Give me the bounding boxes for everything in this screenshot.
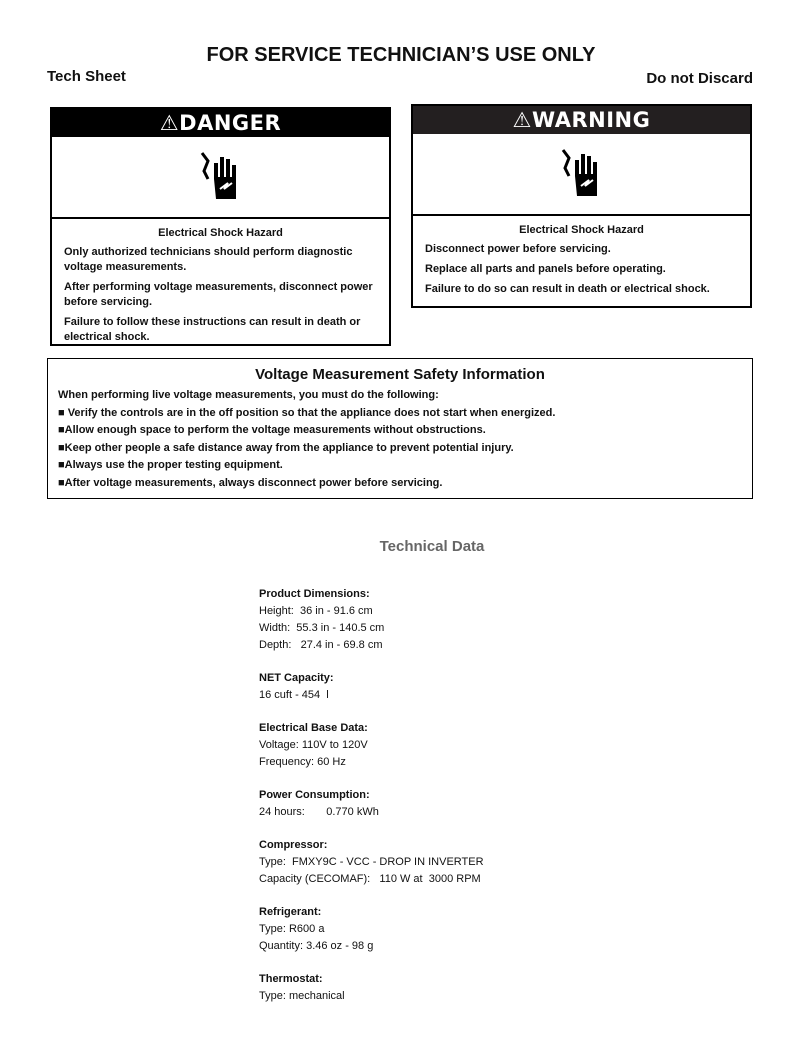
page-title: FOR SERVICE TECHNICIAN’S USE ONLY bbox=[206, 44, 596, 66]
warning-label: WARNING bbox=[531, 108, 651, 132]
tech-sheet-label: Tech Sheet bbox=[47, 68, 126, 85]
technical-data-list bbox=[259, 586, 484, 1021]
tech-section-heading: Power Consumption: bbox=[259, 789, 370, 801]
tech-section-line: Quantity: 3.46 oz - 98 g bbox=[259, 940, 374, 952]
electric-shock-hand-icon bbox=[413, 134, 750, 216]
safety-item: ■Keep other people a safe distance away from the appliance to prevent potential injury. bbox=[58, 441, 514, 454]
tech-section-heading: Electrical Base Data: bbox=[259, 722, 368, 734]
danger-line: Failure to follow these instructions can result in death or electrical shock. bbox=[64, 316, 361, 343]
tech-section-line: Type: FMXY9C - VCC - DROP IN INVERTER bbox=[259, 856, 484, 868]
safety-item: ■After voltage measurements, always disconnect power before servicing. bbox=[58, 476, 443, 489]
danger-line: Only authorized technicians should perform diagnostic voltage measurements. bbox=[64, 246, 353, 273]
warning-line: Failure to do so can result in death or electrical shock. bbox=[425, 283, 710, 295]
safety-item: ■Always use the proper testing equipment. bbox=[58, 459, 283, 471]
tech-section bbox=[259, 720, 484, 771]
electric-shock-hand-icon bbox=[52, 137, 389, 219]
tech-section-line: 16 cuft - 454 l bbox=[259, 689, 329, 701]
warning-triangle-icon: ⚠ bbox=[512, 108, 532, 132]
tech-section-line: Capacity (CECOMAF): 110 W at 3000 RPM bbox=[259, 873, 481, 885]
danger-header bbox=[52, 109, 389, 137]
tech-section bbox=[259, 787, 484, 821]
tech-section bbox=[259, 837, 484, 888]
warning-box bbox=[411, 104, 752, 308]
tech-section-heading: Refrigerant: bbox=[259, 906, 322, 918]
danger-subtitle: Electrical Shock Hazard bbox=[158, 227, 283, 239]
danger-label: DANGER bbox=[179, 111, 282, 135]
tech-section-heading: Compressor: bbox=[259, 839, 328, 851]
technical-data-title: Technical Data bbox=[379, 538, 485, 555]
warning-header bbox=[413, 106, 750, 134]
tech-section bbox=[259, 586, 484, 654]
safety-info-box bbox=[47, 358, 753, 499]
danger-box bbox=[50, 107, 391, 346]
tech-section bbox=[259, 904, 484, 955]
tech-section bbox=[259, 971, 484, 1005]
warning-triangle-icon: ⚠ bbox=[159, 111, 180, 135]
warning-line: Replace all parts and panels before operating. bbox=[425, 263, 666, 275]
safety-title: Voltage Measurement Safety Information bbox=[255, 366, 545, 383]
tech-section-line: 24 hours: 0.770 kWh bbox=[259, 806, 379, 818]
safety-item: ■Allow enough space to perform the voltage measurements without obstructions. bbox=[58, 424, 486, 436]
tech-section-heading: NET Capacity: bbox=[259, 672, 334, 684]
tech-section-line: Type: R600 a bbox=[259, 923, 325, 935]
tech-section-heading: Thermostat: bbox=[259, 973, 323, 985]
safety-intro: When performing live voltage measurements, you must do the following: bbox=[58, 389, 439, 401]
tech-section bbox=[259, 670, 484, 704]
tech-section-line: Height: 36 in - 91.6 cm bbox=[259, 605, 373, 617]
warning-line: Disconnect power before servicing. bbox=[425, 243, 611, 255]
tech-section-line: Frequency: 60 Hz bbox=[259, 756, 346, 768]
safety-item: ■ Verify the controls are in the off position so that the appliance does not start when energized. bbox=[58, 406, 556, 419]
tech-section-heading: Product Dimensions: bbox=[259, 588, 370, 600]
warning-subtitle: Electrical Shock Hazard bbox=[519, 224, 644, 236]
tech-section-line: Width: 55.3 in - 140.5 cm bbox=[259, 622, 385, 634]
danger-line: After performing voltage measurements, disconnect power before servicing. bbox=[64, 281, 373, 308]
tech-section-line: Voltage: 110V to 120V bbox=[259, 739, 368, 751]
do-not-discard-label: Do not Discard bbox=[646, 70, 753, 87]
tech-section-line: Depth: 27.4 in - 69.8 cm bbox=[259, 639, 383, 651]
tech-section-line: Type: mechanical bbox=[259, 990, 345, 1002]
